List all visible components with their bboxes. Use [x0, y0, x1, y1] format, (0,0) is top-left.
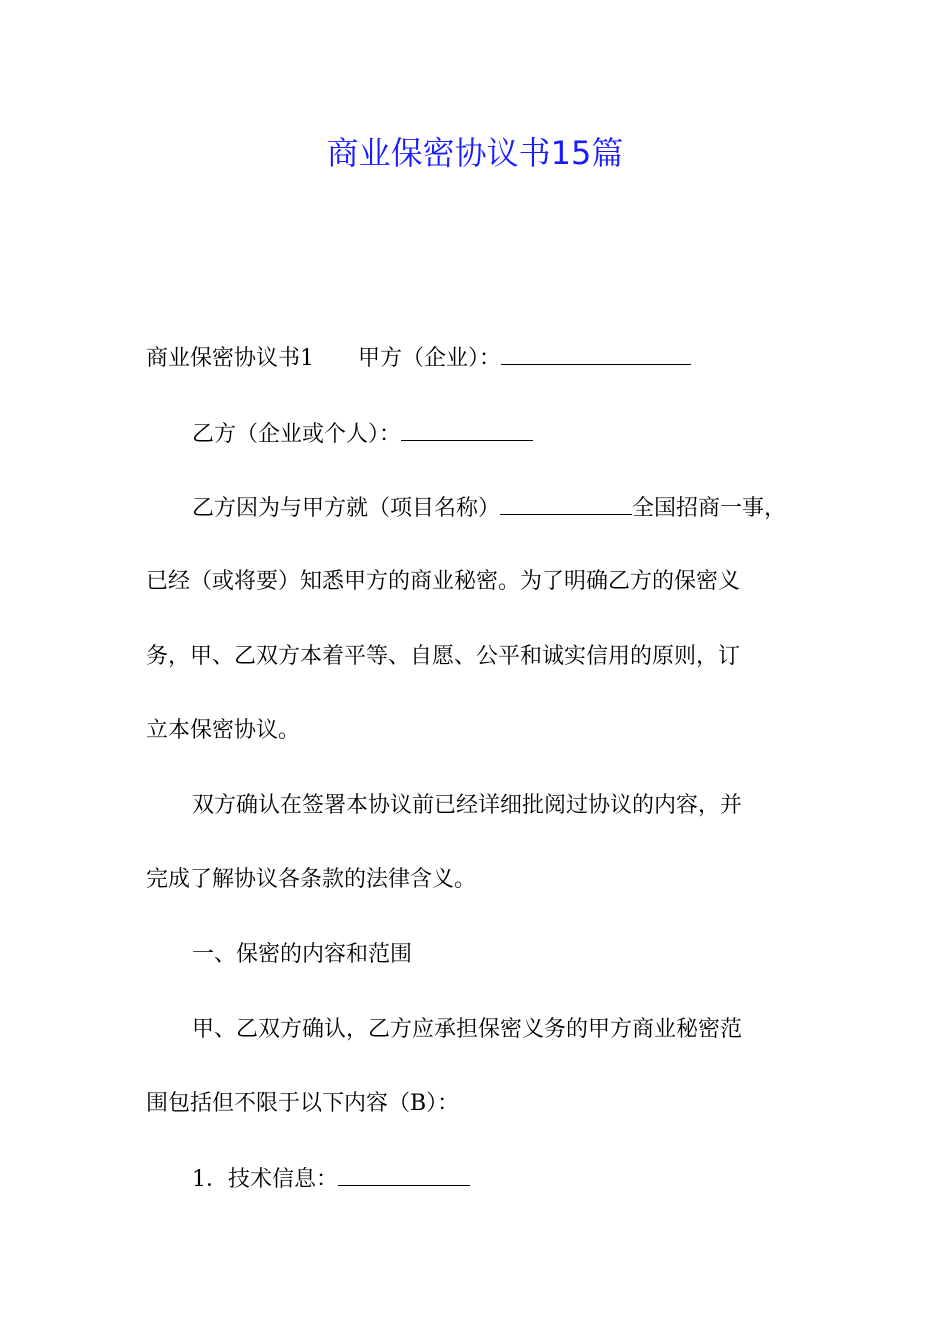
- paragraph-3-line-1: 甲、乙双方确认，乙方应承担保密义务的甲方商业秘密范: [192, 1017, 743, 1042]
- list-item-1: [192, 1159, 470, 1200]
- paragraph-3-line-2: 围包括但不限于以下内容（B）：: [146, 1091, 460, 1116]
- document-title: 商业保密协议书15篇: [326, 134, 624, 172]
- party-b-line: [192, 414, 533, 455]
- paragraph-1-line-1: [192, 488, 786, 529]
- list-item-label: 1．技术信息：: [192, 1167, 338, 1192]
- party-b-label: 乙方（企业或个人）：: [192, 422, 402, 447]
- party-a-blank: [501, 338, 691, 365]
- paragraph-text: 乙方因为与甲方就（项目名称）: [192, 496, 501, 521]
- paragraph-text: 全国招商一事，: [632, 496, 787, 521]
- paragraph-2-line-2: 完成了解协议各条款的法律含义。: [146, 867, 477, 892]
- party-a-line: [146, 338, 691, 379]
- paragraph-1-line-2: 已经（或将要）知悉甲方的商业秘密。为了明确乙方的保密义: [146, 569, 741, 594]
- paragraph-2-line-1: 双方确认在签署本协议前已经详细批阅过协议的内容，并: [192, 793, 743, 818]
- project-name-blank: [500, 488, 632, 515]
- paragraph-1-line-4: 立本保密协议。: [146, 718, 301, 743]
- party-b-blank: [401, 414, 533, 441]
- agreement-heading: 商业保密协议书1: [146, 346, 314, 371]
- section-heading-1: 一、保密的内容和范围: [192, 942, 413, 967]
- technical-info-blank: [338, 1159, 470, 1186]
- party-a-label: 甲方（企业）：: [358, 346, 502, 371]
- paragraph-1-line-3: 务，甲、乙双方本着平等、自愿、公平和诚实信用的原则，订: [146, 644, 741, 669]
